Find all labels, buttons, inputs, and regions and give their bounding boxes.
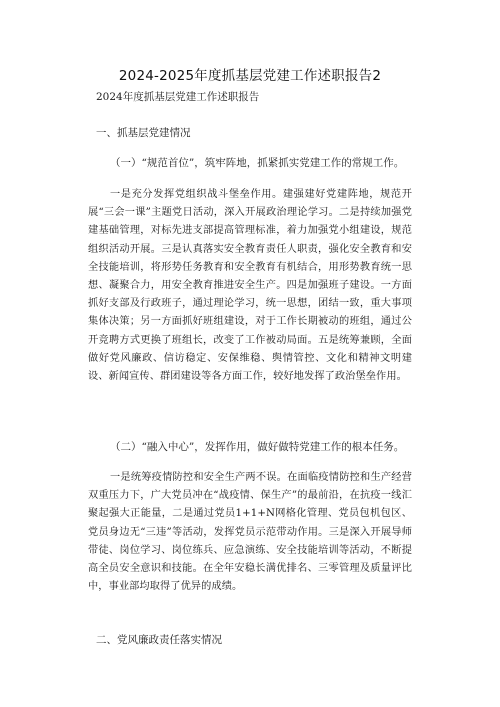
- section-heading-2: 二、党风廉政责任落实情况: [96, 634, 222, 646]
- section-heading-1: 一、抓基层党建情况: [96, 127, 191, 139]
- paragraph-1: 一是充分发挥党组织战斗堡垒作用。建强建好党建阵地，规范开展“三会一课”主题党日活动，深入开展政治理论学习。二是持续加强党建基础管理，对标先进支部提高管理标准，着力加强党小组建设，规范组织活动开展。三是认真落实安全教育责任人职责，强化安全教育和安全技能培训，将形势任务教育和安全教育有机结合，用形势教育统一思想、凝聚合力，用安全教育推进安全生产。四是加强班子建设。一方面抓好支部及行政班子，通过理论学习，统一思想，团结一致，重大事项集体决策；另一方面抓好班组建设，对于工作长期被动的班组，通过公开竞聘方式更换了班组长，改变了工作被动局面。五是统筹兼顾，全面做好党风廉政、信访稳定、安保维稳、舆情管控、文化和精神文明建设、新闻宣传、群团建设等各方面工作，较好地发挥了政治堡垒作用。: [88, 189, 412, 383]
- subsection-heading-1: （一）“规范首位”，筑牢阵地，抓紧抓实党建工作的常规工作。: [110, 157, 405, 169]
- document-subtitle: 2024年度抓基层党建工作述职报告: [96, 91, 260, 103]
- subsection-heading-2: （二）“融入中心”，发挥作用，做好做特党建工作的根本任务。: [110, 441, 405, 453]
- document-title: 2024-2025年度抓基层党建工作述职报告2: [118, 68, 382, 84]
- paragraph-2: 一是统筹疫情防控和安全生产两不误。在面临疫情防控和生产经营双重压力下，广大党员冲在“战疫情、保生产”的最前沿，在抗疫一线汇聚起强大正能量，二是通过党员1+1+N网格化管理、党员包机包区、党员身边无“三违”等活动，发挥党员示范带动作用。三是深入开展导师带徒、岗位学习、岗位练兵、应急演练、安全技能培训等活动，不断提高全员安全意识和技能。在全年安稳长满优排名、三零管理及质量评比中，事业部均取得了优异的成绩。: [88, 472, 412, 593]
